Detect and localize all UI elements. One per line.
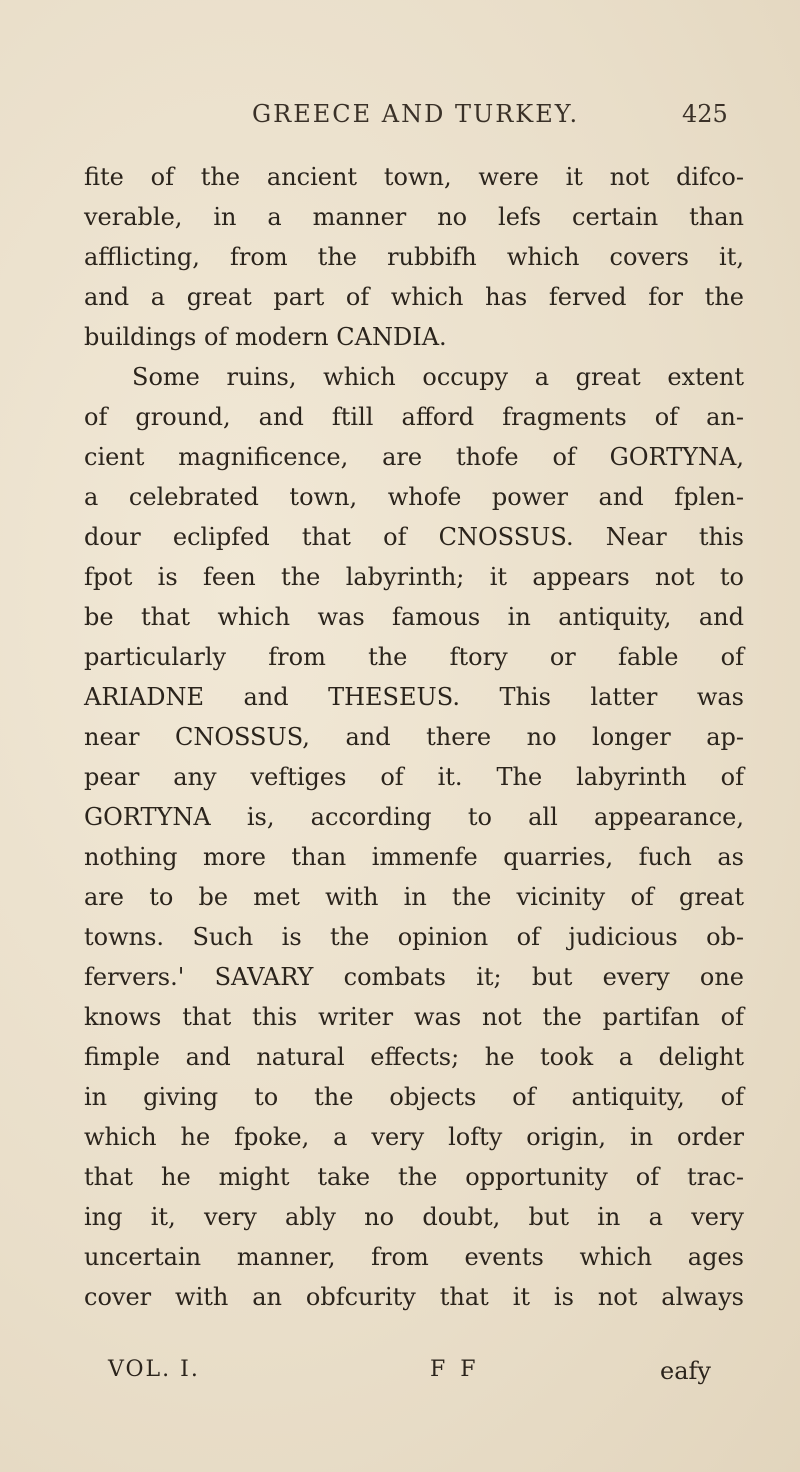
text-line: buildings of modern CANDIA. xyxy=(84,323,447,351)
text-line: afflicting, from the rubbifh which covers it, xyxy=(84,243,744,271)
text-line: cover with an obfcurity that it is not always xyxy=(84,1283,744,1311)
text-line: fimple and natural effects; he took a delight xyxy=(84,1043,744,1071)
text-line: knows that this writer was not the partifan of xyxy=(84,1003,744,1031)
text-line: cient magnificence, are thofe of GORTYNA, xyxy=(84,443,744,471)
text-line: uncertain manner, from events which ages xyxy=(84,1243,744,1271)
running-title: GREECE AND TURKEY. xyxy=(252,100,580,128)
text-line: GORTYNA is, according to all appearance, xyxy=(84,803,744,831)
text-line: towns. Such is the opinion of judicious ob- xyxy=(84,923,744,951)
page-footer xyxy=(0,1357,800,1393)
text-line: ARIADNE and THESEUS. This latter was xyxy=(84,683,744,711)
text-line: and a great part of which has ferved for the xyxy=(84,283,744,311)
text-line: be that which was famous in antiquity, and xyxy=(84,603,744,631)
text-line: are to be met with in the vicinity of great xyxy=(84,883,744,911)
text-line: of ground, and ftill afford fragments of an- xyxy=(84,403,744,431)
text-line: fpot is feen the labyrinth; it appears not to xyxy=(84,563,744,591)
text-line: Some ruins, which occupy a great extent xyxy=(132,363,744,391)
text-line: a celebrated town, whofe power and fplen- xyxy=(84,483,744,511)
text-line: pear any veftiges of it. The labyrinth of xyxy=(84,763,744,791)
text-line: which he fpoke, a very lofty origin, in order xyxy=(84,1123,744,1151)
text-line: verable, in a manner no lefs certain than xyxy=(84,203,744,231)
text-line: in giving to the objects of antiquity, of xyxy=(84,1083,744,1111)
text-line: nothing more than immenfe quarries, fuch as xyxy=(84,843,744,871)
catchword: eafy xyxy=(660,1357,711,1385)
text-line: fite of the ancient town, were it not difco- xyxy=(84,163,744,191)
page-number: 425 xyxy=(682,100,728,128)
volume-signature: VOL. I. xyxy=(108,1357,200,1382)
text-line: fervers.' SAVARY combats it; but every one xyxy=(84,963,744,991)
text-line: that he might take the opportunity of trac- xyxy=(84,1163,744,1191)
text-line: near CNOSSUS, and there no longer ap- xyxy=(84,723,744,751)
running-head xyxy=(0,100,800,130)
signature-mark: F F xyxy=(430,1357,480,1382)
text-line: ing it, very ably no doubt, but in a very xyxy=(84,1203,744,1231)
text-line: dour eclipfed that of CNOSSUS. Near this xyxy=(84,523,744,551)
text-line: particularly from the ftory or fable of xyxy=(84,643,744,671)
body-text xyxy=(84,157,744,1317)
